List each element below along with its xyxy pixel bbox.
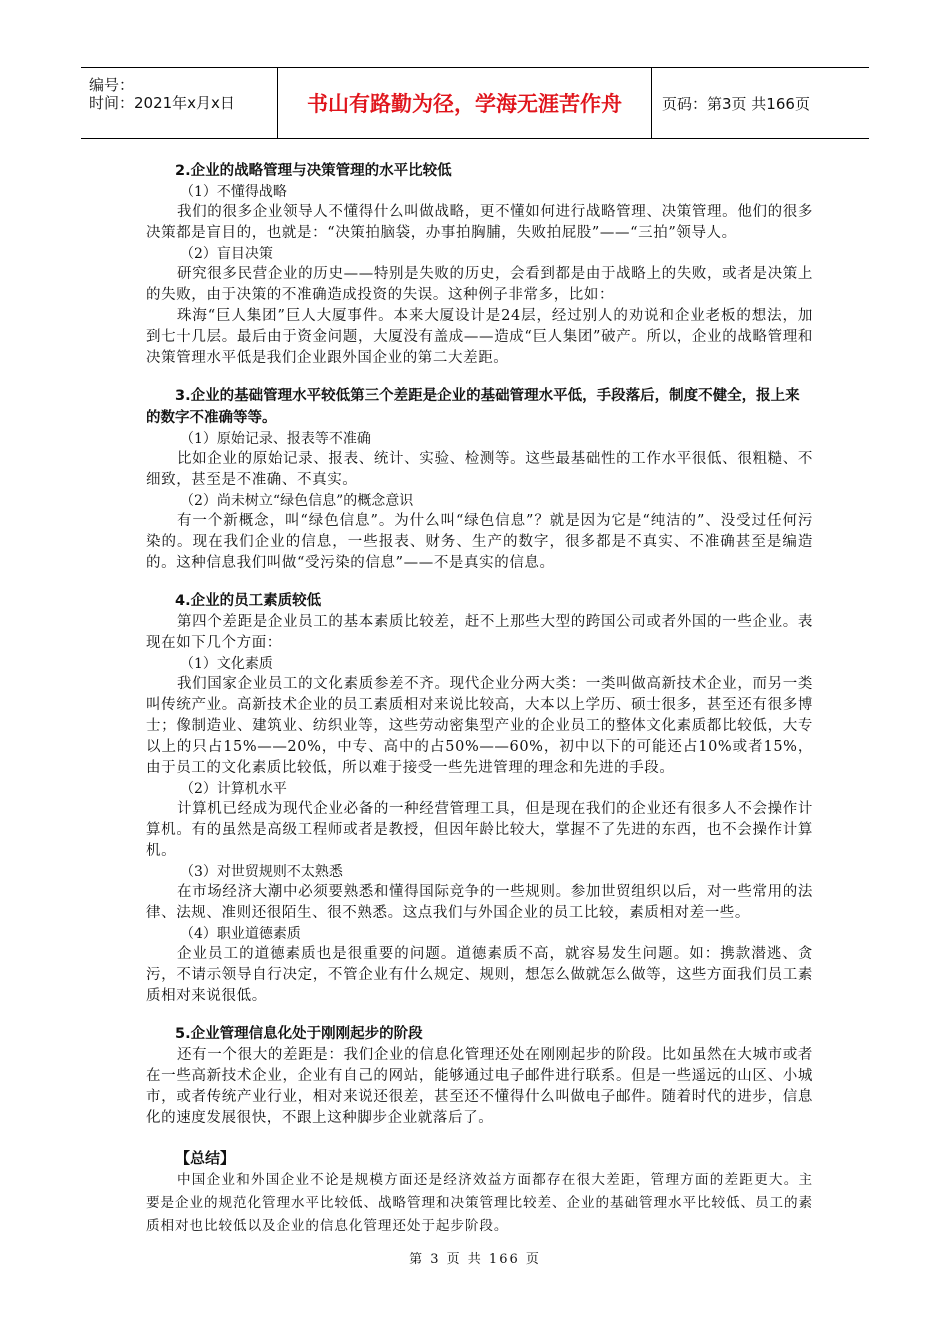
document-date: 时间：2021年x月x日 (89, 94, 235, 112)
paragraph: 第四个差距是企业员工的基本素质比较差，赶不上那些大型的跨国公司或者外国的一些企业。表现在如下几个方面： (146, 614, 813, 651)
paragraph: 计算机已经成为现代企业必备的一种经营管理工具，但是现在我们的企业还有很多人不会操作计算机。有的虽然是高级工程师或者是教授，但因年龄比较大，掌握不了先进的东西，也不会操作计算机。 (146, 801, 813, 859)
summary-paragraph: 中国企业和外国企业不论是规模方面还是经济效益方面都存在很大差距，管理方面的差距更大。主要是企业的规范化管理水平比较低、战略管理和决策管理比较差、企业的基础管理水平比较低、员工的素质相对也比较低以及企业的信息化管理还处于起步阶段。 (146, 1172, 813, 1234)
paragraph: 珠海“巨人集团”巨人大厦事件。本来大厦设计是24层，经过别人的劝说和企业老板的想法，加到七十几层。最后由于资金问题，大厦没有盖成——造成“巨人集团”破产。所以，企业的战略管理和决策管理水平低是我们企业跟外国企业的第二大差距。 (146, 308, 813, 366)
document-number-label: 编号： (89, 76, 135, 94)
paragraph: 我们的很多企业领导人不懂得什么叫做战略，更不懂如何进行战略管理、决策管理。他们的很多决策都是盲目的，也就是：“决策拍脑袋，办事拍胸脯，失败拍屁股”——“三拍”领导人。 (146, 204, 813, 241)
section-heading: 3.企业的基础管理水平较低第三个差距是企业的基础管理水平低，手段落后，制度不健全，报上来的数字不准确等等。 (146, 388, 800, 426)
subheading: （2）盲目决策 (180, 246, 273, 262)
section-heading: 5.企业管理信息化处于刚刚起步的阶段 (175, 1026, 423, 1042)
paragraph: 还有一个很大的差距是：我们企业的信息化管理还处在刚刚起步的阶段。比如虽然在大城市或者在一些高新技术企业，企业有自己的网站，能够通过电子邮件进行联系。但是一些遥远的山区、小城市，或者传统产业行业，相对来说还很差，甚至还不懂得什么叫做电子邮件。随着时代的进步，信息化的速度发展很快，不跟上这种脚步企业就落后了。 (146, 1047, 813, 1126)
subheading: （2）计算机水平 (180, 781, 287, 797)
paragraph: 比如企业的原始记录、报表、统计、实验、检测等。这些最基础性的工作水平很低、很粗糙、不细致，甚至是不准确、不真实。 (146, 451, 813, 488)
summary-title: 【总结】 (175, 1149, 236, 1167)
subheading: （3）对世贸规则不太熟悉 (180, 864, 343, 880)
header-motto: 书山有路勤为径，学海无涯苦作舟 (278, 68, 652, 138)
section-heading: 4.企业的员工素质较低 (175, 593, 322, 609)
subheading: （1）原始记录、报表等不准确 (180, 431, 371, 447)
subheading: （4）职业道德素质 (180, 926, 301, 942)
header-page-info: 页码：第3页 共166页 (662, 94, 810, 113)
section-heading: 2.企业的战略管理与决策管理的水平比较低 (175, 163, 452, 179)
paragraph: 在市场经济大潮中必须要熟悉和懂得国际竞争的一些规则。参加世贸组织以后，对一些常用的法律、法规、准则还很陌生、很不熟悉。这点我们与外国企业的员工比较，素质相对差一些。 (146, 884, 813, 921)
document-body (146, 160, 813, 1238)
paragraph: 企业员工的道德素质也是很重要的问题。道德素质不高，就容易发生问题。如：携款潜逃、贪污，不请示领导自行决定，不管企业有什么规定、规则，想怎么做就怎么做等，这些方面我们员工素质相对来说很低。 (146, 946, 813, 1004)
page-footer: 第 3 页 共 166 页 (409, 1252, 541, 1267)
paragraph: 我们国家企业员工的文化素质参差不齐。现代企业分两大类：一类叫做高新技术企业，而另一类叫传统产业。高新技术企业的员工素质相对来说比较高，大本以上学历、硕士很多，甚至还有很多博士；像制造业、建筑业、纺织业等，这些劳动密集型产业的企业员工的整体文化素质都比较低，大专以上的只占15%——20%，中专、高中的占50%——60%，初中以下的可能还占10%或者15%，由于员工的文化素质比较低，所以难于接受一些先进管理的理念和先进的手段。 (146, 676, 813, 776)
subheading: （2）尚未树立“绿色信息”的概念意识 (180, 493, 414, 509)
page-header (81, 67, 869, 139)
header-meta-cell (81, 68, 278, 138)
paragraph: 有一个新概念，叫“绿色信息”。为什么叫“绿色信息”？就是因为它是“纯洁的”、没受过任何污染的。现在我们企业的信息，一些报表、财务、生产的数字，很多都是不真实、不准确甚至是编造的。这种信息我们叫做“受污染的信息”——不是真实的信息。 (146, 513, 813, 571)
subheading: （1）不懂得战略 (180, 184, 287, 200)
subheading: （1）文化素质 (180, 656, 273, 672)
paragraph: 研究很多民营企业的历史——特别是失败的历史，会看到都是由于战略上的失败，或者是决策上的失败，由于决策的不准确造成投资的失误。这种例子非常多，比如： (146, 266, 813, 303)
